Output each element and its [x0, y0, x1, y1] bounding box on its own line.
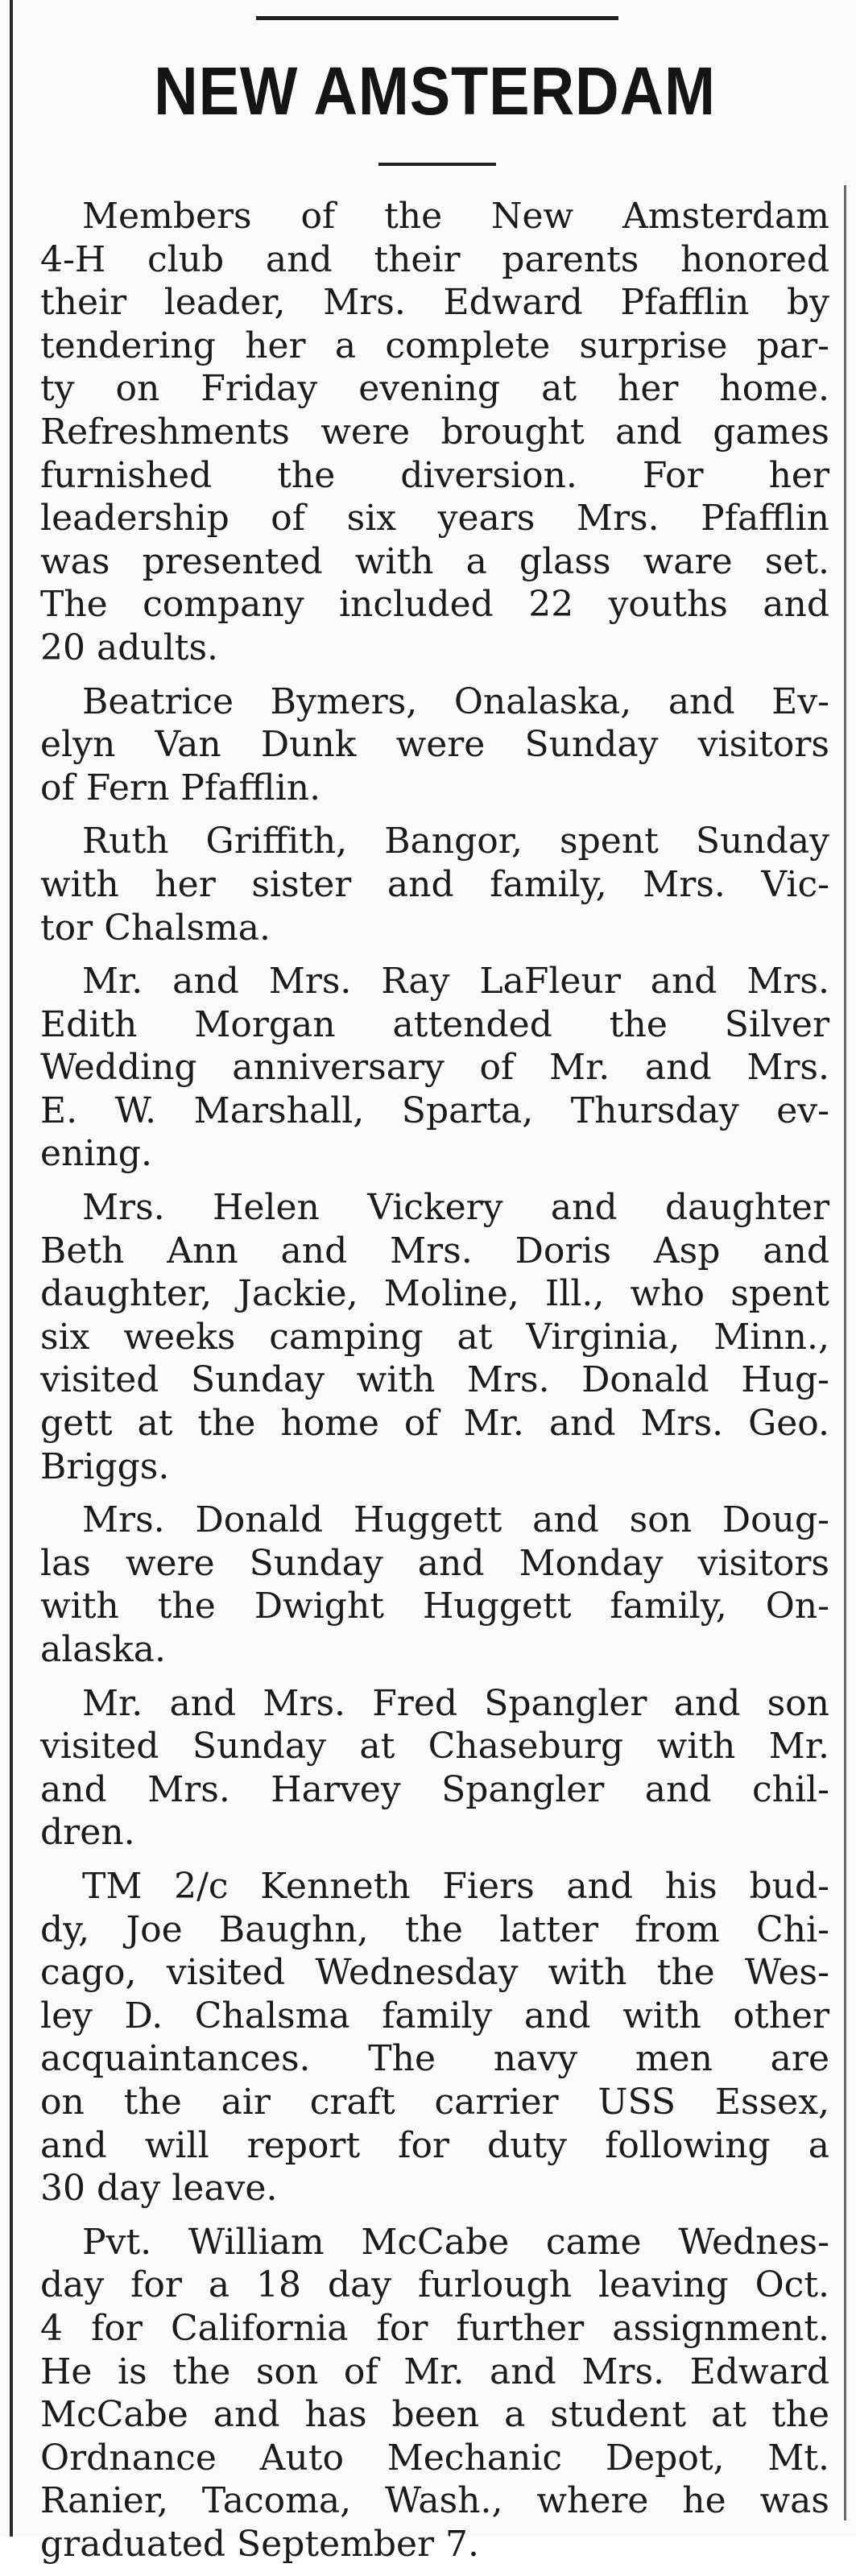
- article-line: their leader, Mrs. Edward Pfafflin by: [40, 282, 829, 324]
- article-line: McCabe and has been a student at the: [40, 2394, 829, 2436]
- article-line: ening.: [40, 1133, 152, 1175]
- article-line: of Fern Pfafflin.: [40, 767, 321, 808]
- article-line: He is the son of Mr. and Mrs. Edward: [40, 2351, 829, 2392]
- article-paragraph: [40, 1186, 829, 1488]
- article-line: with her sister and family, Mrs. Vic-: [40, 863, 829, 905]
- article-line: ty on Friday evening at her home.: [40, 368, 829, 410]
- article-line: ley D. Chalsma family and with other: [40, 1995, 829, 2036]
- article-line: Mrs. Helen Vickery and daughter: [82, 1187, 829, 1229]
- article-line: 4-H club and their parents honored: [40, 238, 829, 280]
- article-line: Mr. and Mrs. Ray LaFleur and Mrs.: [82, 961, 829, 1003]
- article-line: Pvt. William McCabe came Wednes-: [82, 2221, 829, 2263]
- article-paragraph: [40, 195, 829, 670]
- article-line: Wedding anniversary of Mr. and Mrs.: [40, 1047, 829, 1089]
- article-line: and will report for duty following a: [40, 2124, 829, 2166]
- article-line: tor Chalsma.: [40, 907, 271, 949]
- article-line: cago, visited Wednesday with the Wes-: [40, 1952, 829, 1994]
- column-rule-left: [10, 0, 13, 2537]
- article-paragraph: [40, 680, 829, 810]
- article-line: Members of the New Amsterdam: [82, 196, 829, 237]
- article-line: graduated September 7.: [40, 2523, 480, 2565]
- article-line: daughter, Jackie, Moline, Ill., who spent: [40, 1273, 829, 1315]
- article-paragraph: [40, 1682, 829, 1854]
- article-line: furnished the diversion. For her: [40, 454, 829, 496]
- article-line: gett at the home of Mr. and Mrs. Geo.: [40, 1403, 829, 1445]
- article-line: dren.: [40, 1812, 135, 1854]
- article-line: Beatrice Bymers, Onalaska, and Ev-: [82, 680, 829, 722]
- article-line: alaska.: [40, 1629, 166, 1670]
- article-line: Edith Morgan attended the Silver: [40, 1003, 829, 1045]
- article-line: TM 2/c Kenneth Fiers and his bud-: [82, 1865, 829, 1907]
- article-line: Ranier, Tacoma, Wash., where he was: [40, 2480, 829, 2522]
- article-line: 4 for California for further assignment.: [40, 2307, 829, 2349]
- article-line: visited Sunday at Chaseburg with Mr.: [40, 1726, 829, 1768]
- top-rule: [256, 16, 618, 20]
- article-line: Refreshments were brought and games: [40, 411, 829, 453]
- article-line: The company included 22 youths and: [40, 584, 829, 626]
- article-line: dy, Joe Baughn, the latter from Chi-: [40, 1908, 829, 1950]
- column-rule-right: [844, 185, 846, 2520]
- article-line: Mrs. Donald Huggett and son Doug-: [82, 1499, 829, 1541]
- article-line: Ruth Griffith, Bangor, spent Sunday: [82, 821, 829, 862]
- article-line: elyn Van Dunk were Sunday visitors: [40, 724, 829, 766]
- article-line: Briggs.: [40, 1445, 170, 1487]
- article-line: on the air craft carrier USS Essex,: [40, 2081, 829, 2123]
- article-paragraph: [40, 1499, 829, 1671]
- article-paragraph: [40, 960, 829, 1176]
- article-line: Ordnance Auto Mechanic Depot, Mt.: [40, 2437, 829, 2479]
- article-line: acquaintances. The navy men are: [40, 2038, 829, 2080]
- article-line: E. W. Marshall, Sparta, Thursday ev-: [40, 1090, 829, 1131]
- article-line: visited Sunday with Mrs. Donald Hug-: [40, 1359, 829, 1401]
- article-line: tendering her a complete surprise par-: [40, 325, 829, 366]
- article-body: [40, 195, 829, 2576]
- article-line: leadership of six years Mrs. Pfafflin: [40, 498, 829, 540]
- headline: NEW AMSTERDAM: [154, 53, 716, 129]
- article-line: and Mrs. Harvey Spangler and chil-: [40, 1768, 829, 1810]
- article-line: day for a 18 day furlough leaving Oct.: [40, 2264, 829, 2306]
- article-line: Beth Ann and Mrs. Doris Asp and: [40, 1230, 829, 1271]
- article-line: Mr. and Mrs. Fred Spangler and son: [82, 1682, 829, 1724]
- article-line: with the Dwight Huggett family, On-: [40, 1586, 829, 1627]
- headline-rule: [378, 163, 496, 166]
- article-line: 30 day leave.: [40, 2168, 278, 2210]
- article-paragraph: [40, 820, 829, 949]
- article-line: las were Sunday and Monday visitors: [40, 1542, 829, 1584]
- article-line: six weeks camping at Virginia, Minn.,: [40, 1316, 829, 1358]
- article-paragraph: [40, 1865, 829, 2210]
- article-paragraph: [40, 2221, 829, 2566]
- article-line: 20 adults.: [40, 626, 219, 668]
- article-line: was presented with a glass ware set.: [40, 540, 829, 582]
